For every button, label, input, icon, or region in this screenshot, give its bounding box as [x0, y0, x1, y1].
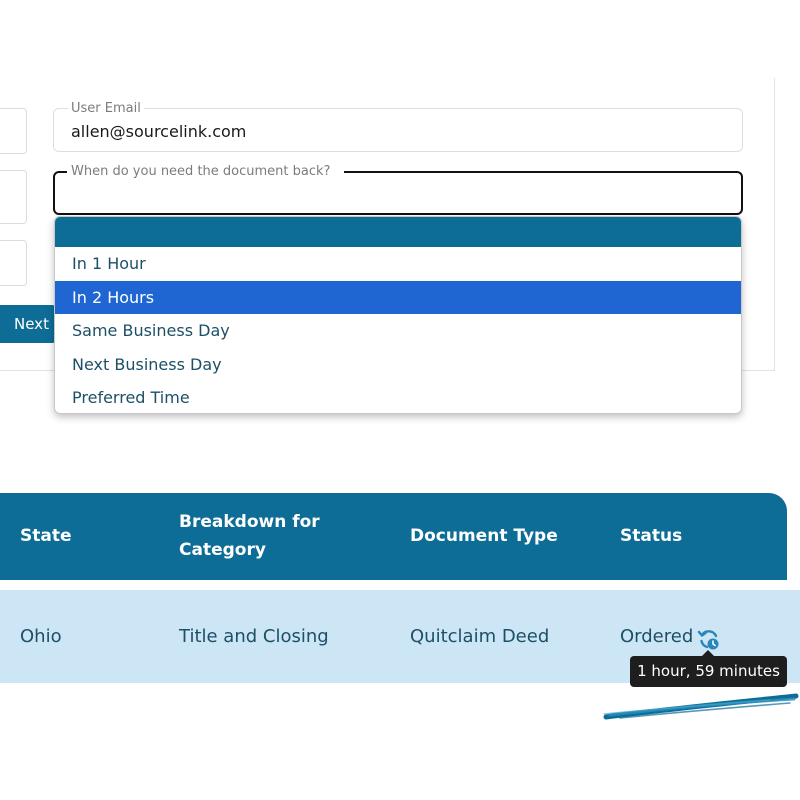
table-header	[0, 493, 787, 580]
partial-input-field[interactable]	[0, 240, 27, 286]
option-in-1-hour[interactable]: In 1 Hour	[72, 254, 146, 273]
option-in-2-hours[interactable]: In 2 Hours	[55, 281, 741, 315]
option-next-business-day[interactable]: Next Business Day	[72, 354, 222, 374]
user-email-label: User Email	[68, 101, 144, 116]
partial-input-field[interactable]	[0, 108, 27, 154]
return-time-select[interactable]	[53, 164, 743, 215]
brush-stroke-decoration	[600, 688, 800, 724]
return-time-dropdown[interactable]	[54, 216, 742, 414]
header-state: State	[20, 526, 72, 546]
header-document-type: Document Type	[410, 526, 558, 546]
option-same-business-day[interactable]: Same Business Day	[72, 321, 230, 340]
cell-state: Ohio	[20, 626, 62, 647]
cell-status: Ordered	[620, 626, 694, 647]
cell-breakdown: Title and Closing	[179, 626, 329, 647]
user-email-field[interactable]	[53, 101, 743, 152]
option-preferred-time[interactable]: Preferred Time	[72, 388, 190, 407]
header-breakdown: Breakdown for Category	[179, 512, 320, 560]
partial-input-field[interactable]	[0, 170, 27, 224]
return-time-label: When do you need the document back?	[67, 164, 344, 179]
time-remaining-tooltip: 1 hour, 59 minutes	[630, 656, 787, 687]
cell-document-type: Quitclaim Deed	[410, 626, 550, 647]
refresh-clock-icon[interactable]	[697, 627, 721, 651]
dropdown-empty-option[interactable]	[55, 217, 741, 247]
user-email-value[interactable]: allen@sourcelink.com	[71, 122, 247, 141]
next-button[interactable]: Next	[0, 305, 58, 343]
header-status: Status	[620, 526, 683, 546]
